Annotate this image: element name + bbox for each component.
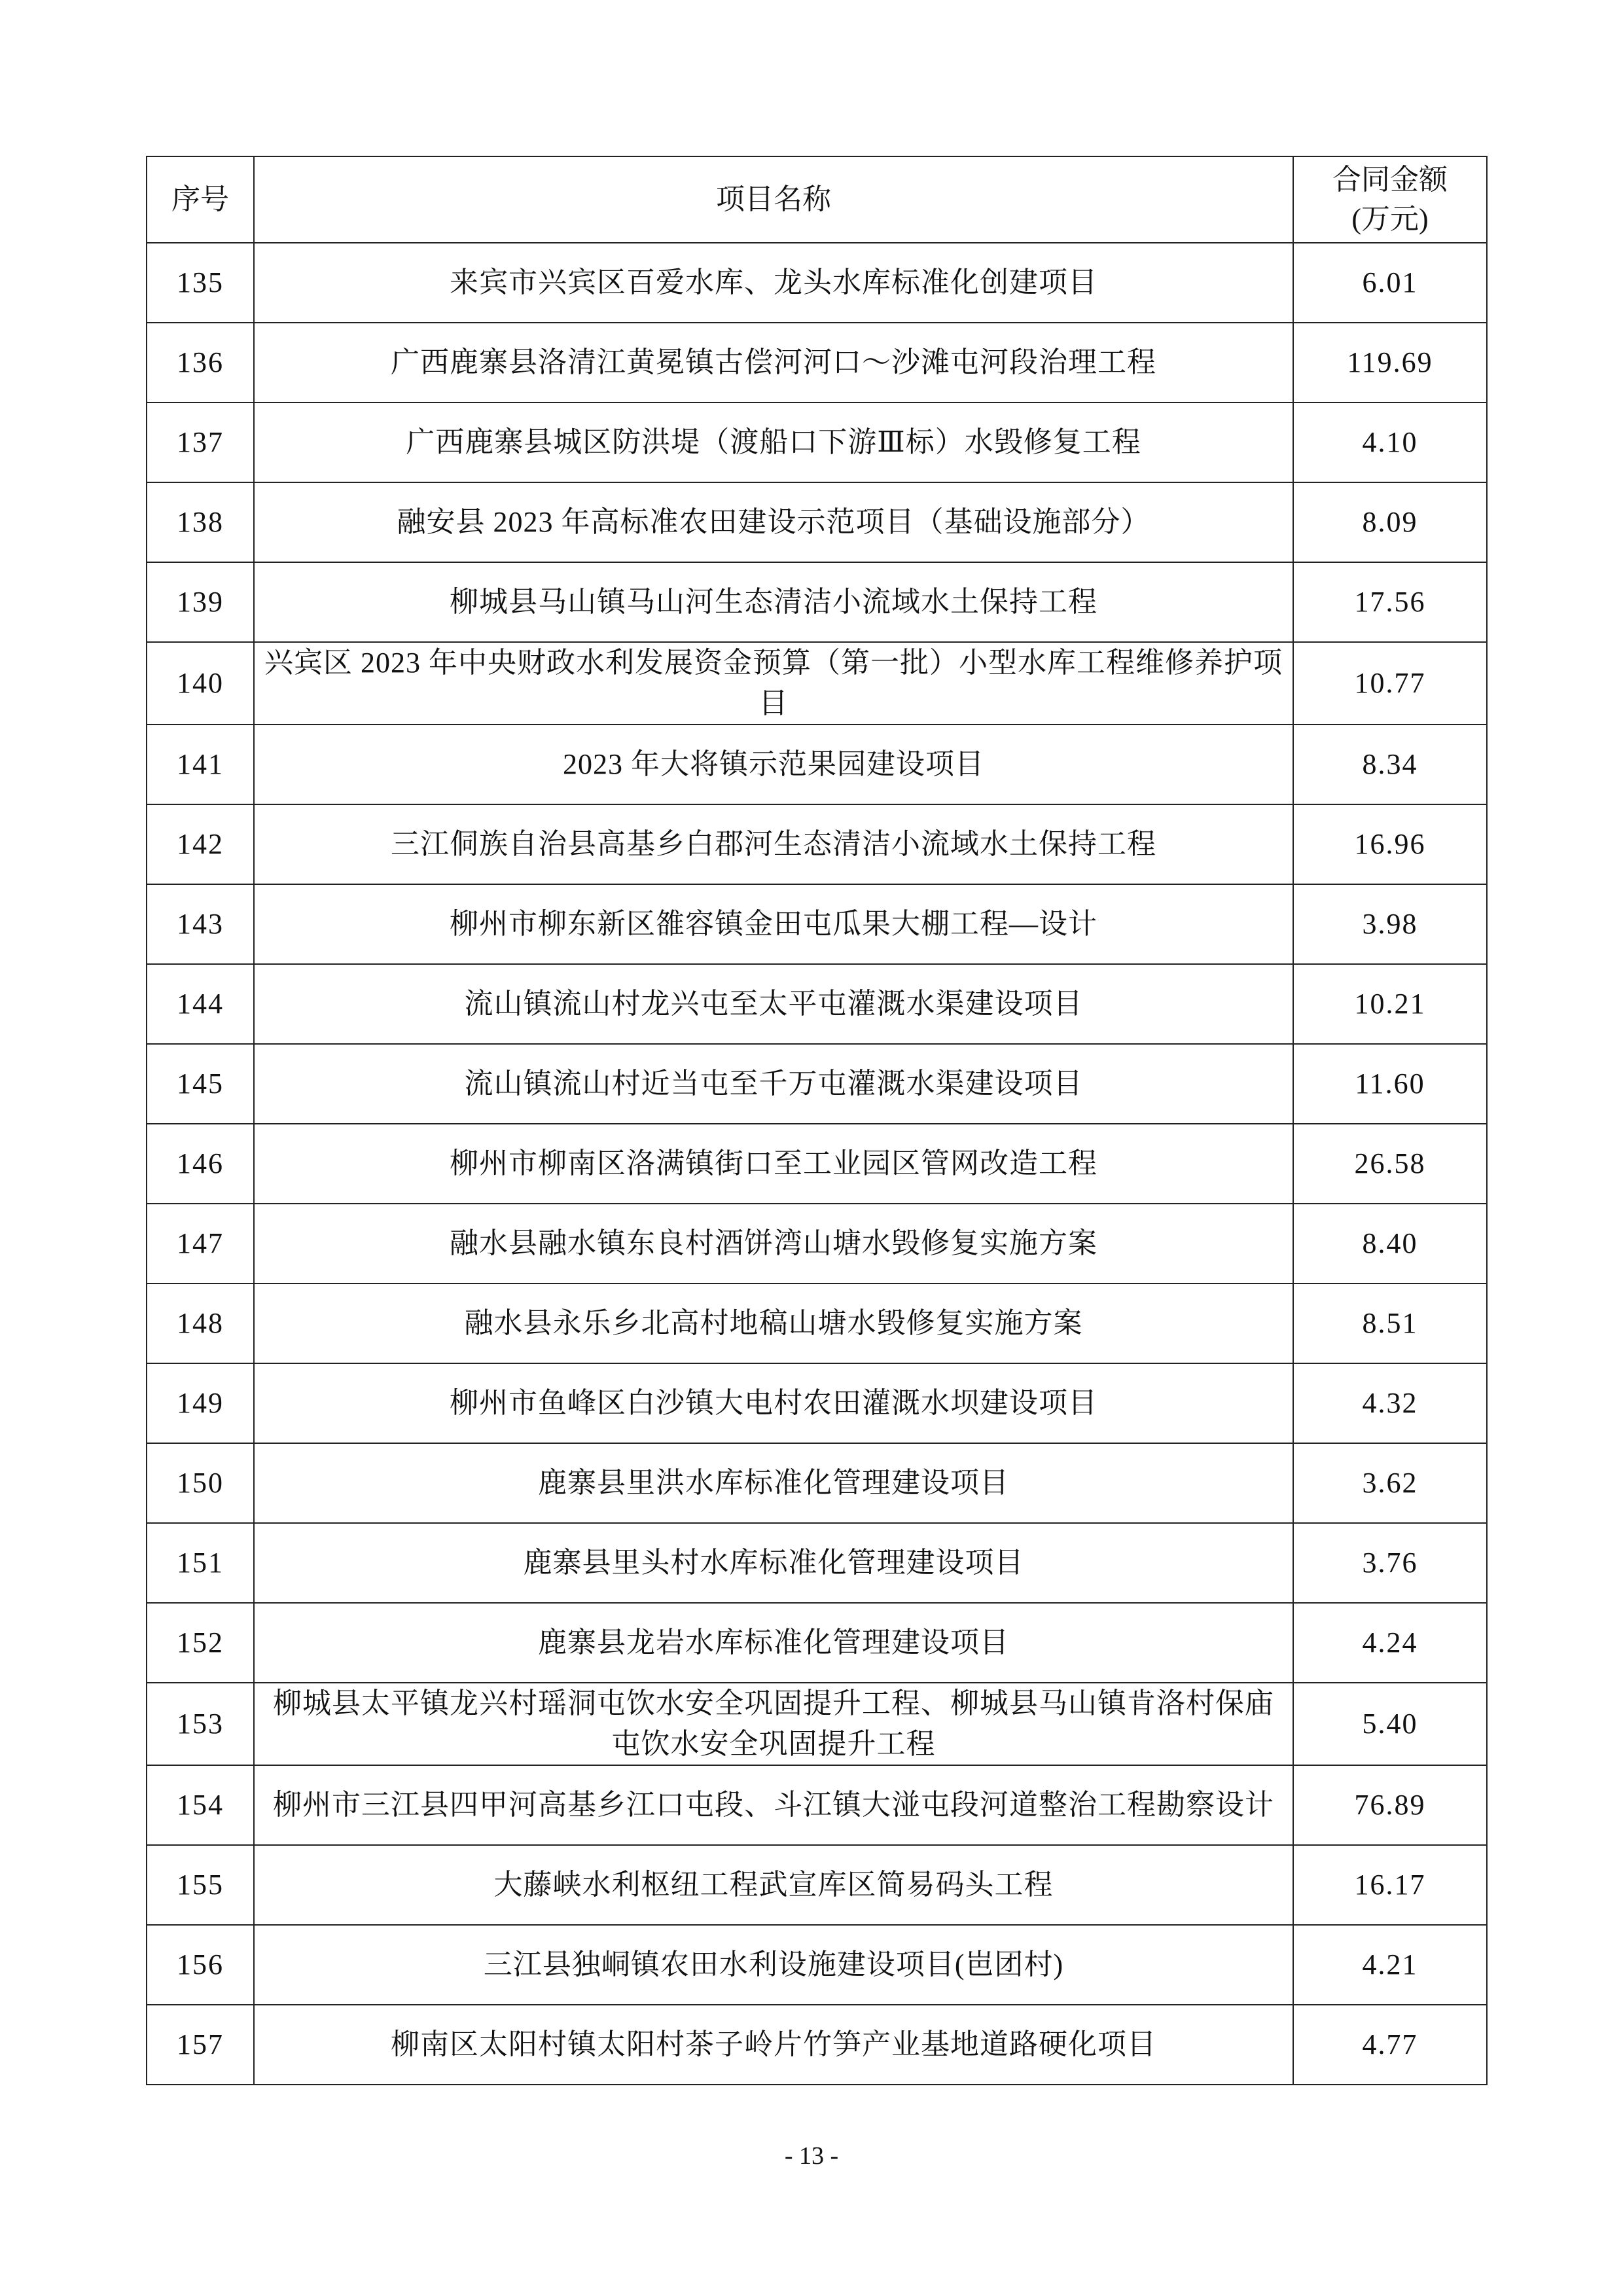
row-contract-amount: 8.40 <box>1293 1204 1487 1283</box>
row-contract-amount: 8.51 <box>1293 1283 1487 1363</box>
row-contract-amount: 4.24 <box>1293 1603 1487 1683</box>
table-row <box>147 1765 1487 1845</box>
table-row <box>147 323 1487 403</box>
header-project-name: 项目名称 <box>254 156 1293 243</box>
row-contract-amount: 16.17 <box>1293 1845 1487 1925</box>
table-header-row <box>147 156 1487 243</box>
row-project-name: 柳城县太平镇龙兴村瑶洞屯饮水安全巩固提升工程、柳城县马山镇肯洛村保庙屯饮水安全巩固提升工程 <box>254 1683 1293 1765</box>
table-row <box>147 884 1487 964</box>
header-amount-line1: 合同金额 <box>1332 164 1448 196</box>
row-serial-number: 149 <box>147 1363 254 1443</box>
row-contract-amount: 8.34 <box>1293 725 1487 804</box>
row-serial-number: 145 <box>147 1044 254 1124</box>
row-project-name: 柳城县马山镇马山河生态清洁小流域水土保持工程 <box>254 562 1293 642</box>
row-project-name: 来宾市兴宾区百爱水库、龙头水库标准化创建项目 <box>254 243 1293 323</box>
row-contract-amount: 5.40 <box>1293 1683 1487 1765</box>
table-row <box>147 964 1487 1044</box>
row-serial-number: 153 <box>147 1683 254 1765</box>
row-serial-number: 147 <box>147 1204 254 1283</box>
table-row <box>147 482 1487 562</box>
row-serial-number: 143 <box>147 884 254 964</box>
row-contract-amount: 4.21 <box>1293 1925 1487 2005</box>
table-row <box>147 2005 1487 2085</box>
row-contract-amount: 3.62 <box>1293 1443 1487 1523</box>
row-project-name: 鹿寨县里头村水库标准化管理建设项目 <box>254 1523 1293 1603</box>
row-contract-amount: 3.98 <box>1293 884 1487 964</box>
table-row <box>147 1204 1487 1283</box>
row-serial-number: 136 <box>147 323 254 403</box>
row-project-name: 鹿寨县里洪水库标准化管理建设项目 <box>254 1443 1293 1523</box>
row-serial-number: 157 <box>147 2005 254 2085</box>
row-contract-amount: 4.32 <box>1293 1363 1487 1443</box>
row-contract-amount: 119.69 <box>1293 323 1487 403</box>
table-row <box>147 1925 1487 2005</box>
row-project-name: 鹿寨县龙岩水库标准化管理建设项目 <box>254 1603 1293 1683</box>
row-project-name: 融水县融水镇东良村酒饼湾山塘水毁修复实施方案 <box>254 1204 1293 1283</box>
row-serial-number: 155 <box>147 1845 254 1925</box>
row-contract-amount: 26.58 <box>1293 1124 1487 1204</box>
row-contract-amount: 17.56 <box>1293 562 1487 642</box>
row-serial-number: 156 <box>147 1925 254 2005</box>
row-project-name: 大藤峡水利枢纽工程武宣库区简易码头工程 <box>254 1845 1293 1925</box>
table-row <box>147 1845 1487 1925</box>
row-serial-number: 141 <box>147 725 254 804</box>
header-serial-number: 序号 <box>147 156 254 243</box>
row-contract-amount: 8.09 <box>1293 482 1487 562</box>
row-serial-number: 152 <box>147 1603 254 1683</box>
row-project-name: 融安县 2023 年高标准农田建设示范项目（基础设施部分） <box>254 482 1293 562</box>
table-row <box>147 804 1487 884</box>
row-project-name: 融水县永乐乡北高村地稿山塘水毁修复实施方案 <box>254 1283 1293 1363</box>
table-row <box>147 1283 1487 1363</box>
row-contract-amount: 16.96 <box>1293 804 1487 884</box>
table-row <box>147 1603 1487 1683</box>
row-project-name: 流山镇流山村近当屯至千万屯灌溉水渠建设项目 <box>254 1044 1293 1124</box>
table-row <box>147 1523 1487 1603</box>
table-row <box>147 562 1487 642</box>
row-serial-number: 144 <box>147 964 254 1044</box>
row-project-name: 2023 年大将镇示范果园建设项目 <box>254 725 1293 804</box>
row-serial-number: 138 <box>147 482 254 562</box>
table-row <box>147 1443 1487 1523</box>
row-contract-amount: 76.89 <box>1293 1765 1487 1845</box>
row-contract-amount: 3.76 <box>1293 1523 1487 1603</box>
row-project-name: 三江县独峒镇农田水利设施建设项目(岜团村) <box>254 1925 1293 2005</box>
table-row <box>147 1044 1487 1124</box>
table-row <box>147 243 1487 323</box>
row-project-name: 柳州市柳南区洛满镇街口至工业园区管网改造工程 <box>254 1124 1293 1204</box>
header-contract-amount <box>1293 156 1487 243</box>
table-row <box>147 1363 1487 1443</box>
row-serial-number: 148 <box>147 1283 254 1363</box>
row-serial-number: 154 <box>147 1765 254 1845</box>
row-serial-number: 146 <box>147 1124 254 1204</box>
row-project-name: 柳州市柳东新区雒容镇金田屯瓜果大棚工程—设计 <box>254 884 1293 964</box>
table-row <box>147 725 1487 804</box>
row-contract-amount: 10.21 <box>1293 964 1487 1044</box>
row-contract-amount: 4.77 <box>1293 2005 1487 2085</box>
row-serial-number: 150 <box>147 1443 254 1523</box>
table-row <box>147 1124 1487 1204</box>
row-project-name: 柳州市鱼峰区白沙镇大电村农田灌溉水坝建设项目 <box>254 1363 1293 1443</box>
row-project-name: 三江侗族自治县高基乡白郡河生态清洁小流域水土保持工程 <box>254 804 1293 884</box>
row-serial-number: 139 <box>147 562 254 642</box>
row-contract-amount: 10.77 <box>1293 642 1487 725</box>
row-project-name: 广西鹿寨县城区防洪堤（渡船口下游Ⅲ标）水毁修复工程 <box>254 403 1293 482</box>
row-serial-number: 140 <box>147 642 254 725</box>
page-number: - 13 - <box>784 2142 839 2170</box>
row-contract-amount: 4.10 <box>1293 403 1487 482</box>
row-serial-number: 135 <box>147 243 254 323</box>
table-row <box>147 642 1487 725</box>
row-contract-amount: 6.01 <box>1293 243 1487 323</box>
row-project-name: 柳州市三江县四甲河高基乡江口屯段、斗江镇大湴屯段河道整治工程勘察设计 <box>254 1765 1293 1845</box>
row-project-name: 柳南区太阳村镇太阳村茶子岭片竹笋产业基地道路硬化项目 <box>254 2005 1293 2085</box>
project-table-container <box>146 156 1486 2085</box>
table-row <box>147 403 1487 482</box>
row-project-name: 广西鹿寨县洛清江黄冕镇古偿河河口～沙滩屯河段治理工程 <box>254 323 1293 403</box>
table-row <box>147 1683 1487 1765</box>
row-project-name: 流山镇流山村龙兴屯至太平屯灌溉水渠建设项目 <box>254 964 1293 1044</box>
row-contract-amount: 11.60 <box>1293 1044 1487 1124</box>
project-table <box>146 156 1488 2085</box>
row-project-name: 兴宾区 2023 年中央财政水利发展资金预算（第一批）小型水库工程维修养护项目 <box>254 642 1293 725</box>
header-amount-line2: (万元) <box>1351 203 1429 235</box>
row-serial-number: 137 <box>147 403 254 482</box>
row-serial-number: 151 <box>147 1523 254 1603</box>
row-serial-number: 142 <box>147 804 254 884</box>
